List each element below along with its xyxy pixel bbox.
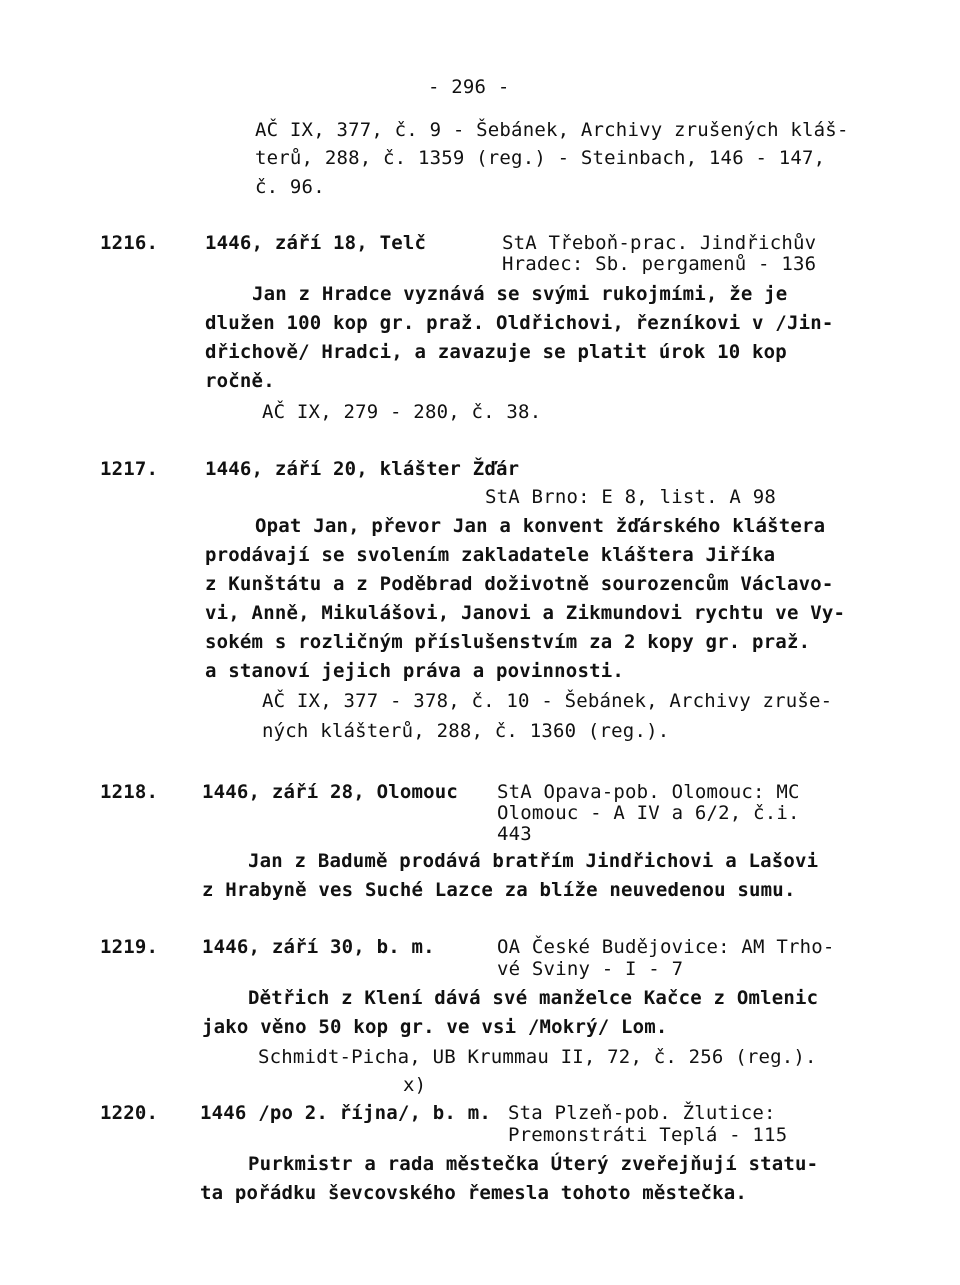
regest-line: sokém s rozličným příslušenstvím za 2 kopy gr. praž. [205,631,811,653]
regest-line: jako věno 50 kop gr. ve vsi /Mokrý/ Lom. [202,1016,668,1038]
regest-line: vi, Anně, Mikulášovi, Janovi a Zikmundovi rychtu ve Vy- [205,602,846,624]
regest-line: dlužen 100 kop gr. praž. Oldřichovi, řezníkovi v /Jin- [205,312,834,334]
regest-line: Jan z Hradce vyznává se svými rukojmími, že je [252,283,788,305]
archive-line: vé Sviny - I - 7 [497,958,684,980]
regest-line: ročně. [205,370,275,392]
archive-line: Sta Plzeň-pob. Žlutice: [508,1102,776,1124]
entry-number: 1217. [100,458,159,480]
archive-line: StA Brno: E 8, list. A 98 [485,486,776,508]
ref-line: Schmidt-Picha, UB Krummau II, 72, č. 256 (reg.). [258,1046,817,1068]
ref-line: ných klášterů, 288, č. 1360 (reg.). [262,720,670,742]
ref-line: AČ IX, 377 - 378, č. 10 - Šebánek, Archivy zruše- [262,690,833,712]
entry-number: 1218. [100,781,159,803]
entry-number: 1216. [100,232,159,254]
regest-line: Opat Jan, převor Jan a konvent žďárského kláštera [255,515,826,537]
page-number: - 296 - [428,76,510,98]
entry-number: 1219. [100,936,159,958]
entry-date-place: 1446, září 20, klášter Žďár [205,458,520,480]
regest-line: ta pořádku ševcovského řemesla tohoto městečka. [200,1182,748,1204]
entry-date-place: 1446, září 28, Olomouc [202,781,459,803]
regest-line: z Kunštátu a z Poděbrad doživotně sourozencům Václavo- [205,573,834,595]
ref-line: terů, 288, č. 1359 (reg.) - Steinbach, 146 - 147, [255,147,826,169]
regest-line: Dětřich z Klení dává své manželce Kačce z Omlenic [248,987,819,1009]
entry-number: 1220. [100,1102,159,1124]
archive-line: Olomouc - A IV a 6/2, č.i. [497,802,800,824]
regest-line: prodávají se svolením zakladatele kláštera Jiříka [205,544,776,566]
regest-line: Purkmistr a rada městečka Úterý zveřejňují statu- [248,1153,819,1175]
regest-line: a stanoví jejich práva a povinnosti. [205,660,625,682]
archive-line: Hradec: Sb. pergamenů - 136 [502,253,817,275]
ref-line: AČ IX, 279 - 280, č. 38. [262,401,542,423]
archive-line: OA České Budějovice: AM Trho- [497,936,835,958]
archive-line: 443 [497,823,532,845]
entry-date-place: 1446 /po 2. října/, b. m. [200,1102,491,1124]
footnote-marker: x) [403,1074,427,1096]
entry-date-place: 1446, září 18, Telč [205,232,427,254]
regest-line: z Hrabyně ves Suché Lazce za blíže neuvedenou sumu. [202,879,796,901]
regest-line: Jan z Badumě prodává bratřím Jindřichovi a Lašovi [248,850,819,872]
entry-date-place: 1446, září 30, b. m. [202,936,435,958]
archive-line: StA Třeboň-prac. Jindřichův [502,232,817,254]
ref-line: č. 96. [255,176,325,198]
regest-line: dřichově/ Hradci, a zavazuje se platit úrok 10 kop [205,341,787,363]
archive-line: Premonstráti Teplá - 115 [508,1124,788,1146]
ref-line: AČ IX, 377, č. 9 - Šebánek, Archivy zrušených kláš- [255,119,849,141]
archive-line: StA Opava-pob. Olomouc: MC [497,781,800,803]
